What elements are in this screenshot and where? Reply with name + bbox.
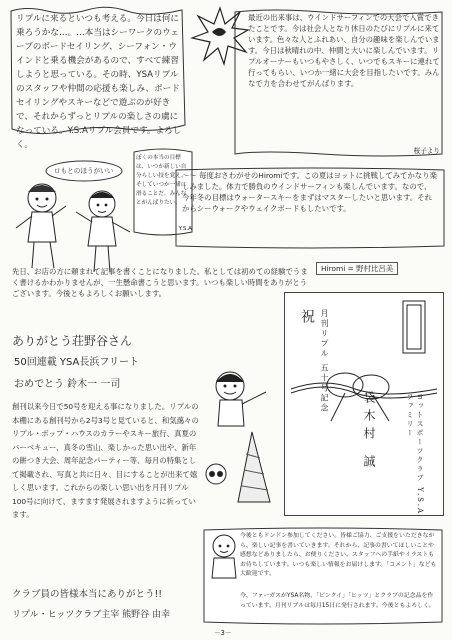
hiromi-block: [172, 166, 448, 248]
gift-title: 祝: [299, 309, 315, 325]
hiromi-text: 〜〜 毎度おさわがせのHiromiです。この夏はヨットに挑戦してみてかなり楽しみました。体力で勝負のウインドサーフィンも楽しんでいます。なので、今年冬の目標はウォータースキーをまずはマスターしたいと思います。それからシーウォークやウェイクボードもしたいです。: [182, 171, 437, 213]
note-character: [204, 530, 244, 580]
top-left-text: リプルに来るといつも考える。今日は何に乗ろうかな…。…本当はシーワークのウェーブのボードセイリング、シーフォン・ウインドと乗る機会があるので、すべて練習しようと思っている。その時、YSAリプルのスタッフや仲間の応援も楽しみ、ボードセイリングやスキーなどで遊ぶのが好きで、それからずっとリプルの楽しさの虜になっている。Y.S.Aリプル会員です。よろしく。: [16, 14, 182, 150]
balloon-left: ロもとのほうがいい: [44, 160, 124, 182]
gift-envelope: [284, 292, 444, 516]
gift-name: 袋木村 誠: [362, 391, 376, 473]
hiromi-sign: Hiromi = 野村比呂美: [316, 262, 398, 275]
spiky-star: [190, 6, 250, 66]
gift-side: ヨットスポーツクラブ Y.S.Aファミリー: [406, 393, 424, 515]
top-left-block: [10, 8, 190, 150]
note-text: 今後ともドンドン参加してください。皆様ご協力、ご支援をいただきながら、楽しい記事を書いていきます。それから、記事の書いてほしいことや感想などありましたら、お便りください。スタッフへの手紙やイラストもお待ちしています。いつも楽しい情報をお届けします。「コメント」なども大歓迎です。: [240, 533, 437, 577]
page-number: －3－: [214, 629, 232, 637]
closing: クラブ員の皆様本当にありがとう!!: [12, 589, 163, 600]
note-text-2: 今、ファーガスがYSA名物、「ピンクイ」「ヒッツ」とクラブの記念品を作っています。月刊リプルは毎月15日に発行されます。今後ともよろしく。: [240, 593, 435, 609]
balloon-right: ぼくの本当の目標は、いつか新しい自分らしい技を覚え、そしていつか一緒に滑ることだ。みんなとがんばりたい。 Y.S.A: [128, 146, 198, 238]
top-right-block: [232, 8, 446, 158]
bottom-text: 創刊以来今日で50号を迎える事になりました。リプルの本棚にある創刊号から2号3号と見ていると、和気藹々のリプル・ボップ・ハウスのカラーやスキー旅行、真夏のバーベキュー、真冬の雪山、楽しかった思い出や、新年の餅つき大会、周年記念パーティー等、毎月の特集として掲載され、写真と共に日々、目にすることが出来て嬉しく思います。これからの楽しい思い出を月刊リプル100号に向けて、ますます発展されますように祈っています。: [12, 402, 199, 519]
right-signature: 桜子より: [413, 147, 440, 155]
noshi-ribbon: [285, 293, 443, 423]
child-tree-illustration: [190, 362, 290, 512]
gift-small: 月刊リプル 五十号記念: [320, 309, 329, 414]
top-right-text: 最近の出来事は、ウインドサーフィンでの大会で入賞できたことです。今は社会人となり休日のたびにリプルに来ています。色々な人とふれあい、自分の趣味を楽しんでいます。今日は秋晴れの中、仲間と大いに楽しんでいます。リプルオーナーもいつもやさしく、いつでもスキーに連れて行ってもらい、いつか一緒に大会を目指したいです。みんなで力を合わせてがんばります。: [248, 13, 440, 88]
kids-illustration: [10, 176, 140, 276]
middle-text: 先日、お店の方に頼まれて記事を書くことになりました。私としては初めての経験でうまく書けるかわかりませんが、一生懸命書こうと思います。いつも楽しい時間をありがとうございます。今後ともよろしくお願いします。: [12, 267, 308, 298]
omedetou: おめでとう 鈴木一 一司: [14, 379, 121, 390]
thanks-line: ありがとう荘野谷さん: [12, 334, 133, 348]
ysa-anniv: 50回連載 YSA長浜フリート: [14, 357, 139, 368]
closing-sign: リプル・ヒッツクラブ主宰 熊野谷 由幸: [12, 610, 171, 620]
